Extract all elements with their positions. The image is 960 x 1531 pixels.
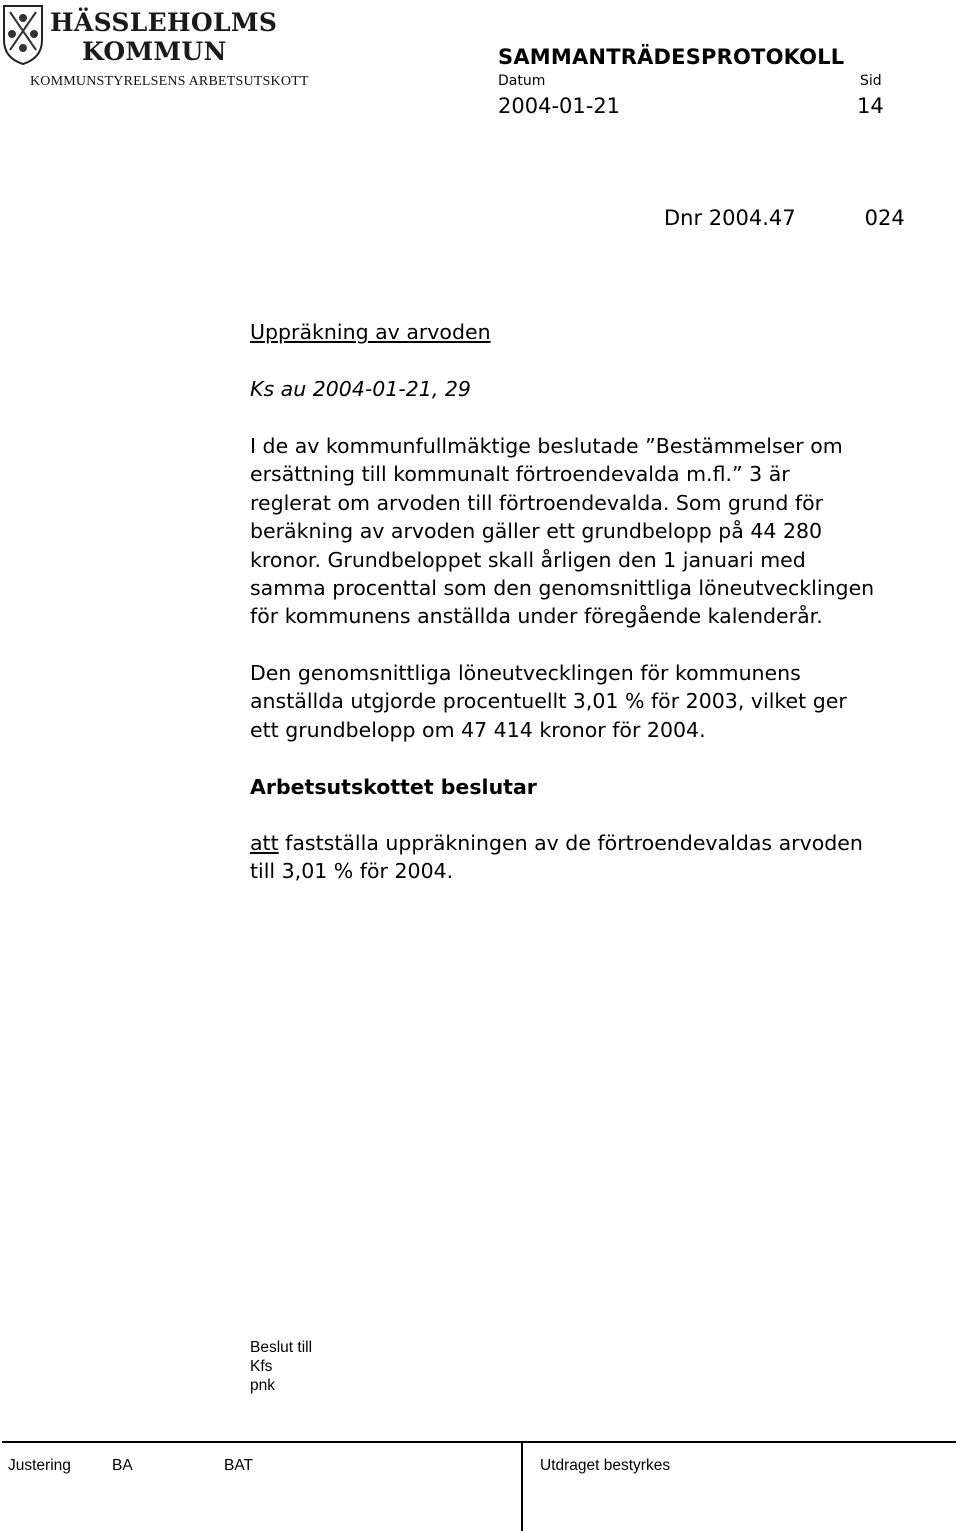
- paragraph-line: I de av kommunfullmäktige beslutade ”Bestämmelser om: [250, 434, 843, 458]
- reference-line: Ks au 2004-01-21, 29: [250, 377, 471, 401]
- page-label: Sid: [860, 73, 882, 89]
- footer-column-divider: [521, 1441, 523, 1531]
- date-label: Datum: [498, 73, 546, 89]
- distribution-list: [250, 1338, 312, 1395]
- decision-heading: Arbetsutskottet beslutar: [250, 775, 537, 799]
- diary-number: [664, 206, 905, 230]
- meeting-date: 2004-01-21: [498, 94, 621, 118]
- distribution-item: Beslut till: [250, 1339, 313, 1356]
- signature-initials: BA: [112, 1457, 133, 1474]
- paragraph-line: reglerat om arvoden till förtroendevalda. Som grund för: [250, 490, 824, 515]
- department-name: KOMMUNSTYRELSENS ARBETSUTSKOTT: [30, 74, 309, 89]
- paragraph-line: för kommunens anställda under föregående kalenderår.: [250, 604, 823, 629]
- coat-of-arms-icon: [2, 4, 44, 66]
- justering-label: Justering: [8, 1457, 71, 1474]
- document-type: SAMMANTRÄDESPROTOKOLL: [498, 45, 845, 69]
- signature-initials: BAT: [224, 1457, 253, 1474]
- decision-att: att: [250, 831, 279, 855]
- diary-number-label: Dnr 2004.47: [664, 206, 796, 230]
- distribution-item: pnk: [250, 1377, 275, 1394]
- decision-text: [250, 829, 863, 886]
- paragraph-background: [250, 432, 874, 631]
- organization-name: HÄSSLEHOLMS KOMMUN: [50, 8, 278, 66]
- diary-code: 024: [864, 206, 905, 230]
- paragraph-line: ersättning till kommunalt förtroendevalda m.fl.” 3 är: [250, 462, 790, 487]
- paragraph-line: ett grundbelopp om 47 414 kronor för 2004.: [250, 717, 706, 742]
- page-number: 14: [857, 94, 884, 118]
- paragraph-line: Den genomsnittliga löneutvecklingen för kommunens: [250, 661, 801, 685]
- decision-line: fastställa uppräkningen av de förtroendevaldas arvoden: [278, 831, 863, 855]
- certified-extract-label: Utdraget bestyrkes: [540, 1457, 671, 1474]
- paragraph-line: kronor. Grundbeloppet skall årligen den 1 januari med: [250, 547, 806, 572]
- paragraph-calculation: [250, 659, 847, 744]
- paragraph-line: anställda utgjorde procentuellt 3,01 % för 2003, vilket ger: [250, 689, 847, 714]
- distribution-item: Kfs: [250, 1358, 273, 1375]
- page-title: Uppräkning av arvoden: [250, 320, 491, 344]
- paragraph-line: samma procenttal som den genomsnittliga löneutvecklingen: [250, 576, 875, 601]
- paragraph-line: beräkning av arvoden gäller ett grundbelopp på 44 280: [250, 519, 823, 544]
- decision-line: till 3,01 % för 2004.: [250, 859, 454, 884]
- footer-divider: [2, 1441, 956, 1443]
